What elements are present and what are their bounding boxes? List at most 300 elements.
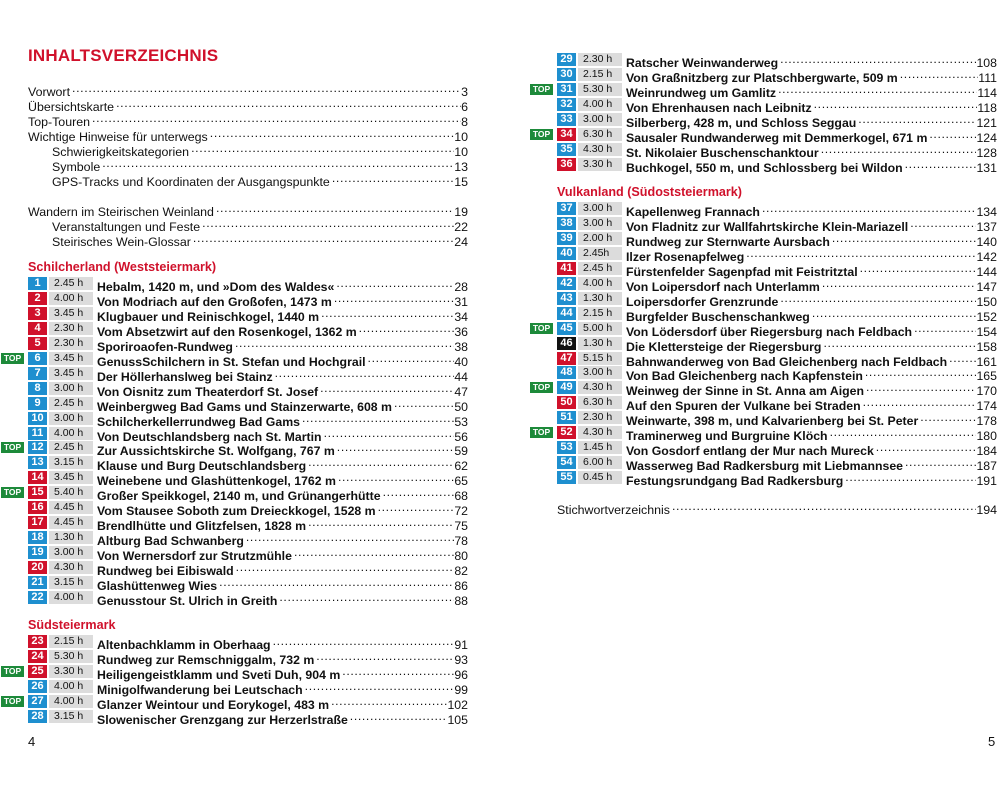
toc-row (28, 111, 468, 129)
toc-entry[interactable] (626, 470, 997, 489)
entry-title: Top-Touren (28, 114, 90, 129)
toc-entry[interactable] (626, 410, 997, 429)
entry-page: 174 (976, 399, 997, 414)
entry-page: 91 (454, 638, 468, 652)
toc-entry[interactable] (52, 141, 468, 159)
duration-label: 2.30 h (49, 337, 93, 350)
entry-page: 194 (976, 503, 997, 517)
entry-page: 118 (977, 100, 997, 115)
tour-number-badge: 30 (557, 68, 576, 81)
duration-label: 4.00 h (49, 292, 93, 305)
top-badge: TOP (530, 382, 553, 393)
toc-entry[interactable] (97, 575, 468, 593)
tour-row (557, 336, 997, 354)
duration-label: 3.00 h (578, 202, 622, 215)
entry-title: Heiligengeistklamm und Sveti Duh, 904 m (97, 667, 341, 682)
toc-entry[interactable] (97, 679, 468, 697)
duration-label: 1.30 h (578, 337, 622, 350)
toc-entry[interactable] (626, 82, 997, 100)
entry-page: 56 (454, 429, 468, 444)
tour-row (557, 306, 997, 324)
tour-row (557, 52, 997, 70)
tour-number-badge: 11 (28, 427, 47, 440)
toc-row (28, 96, 468, 114)
entry-page: 53 (454, 414, 468, 429)
tour-number-badge: 5 (28, 337, 47, 350)
tour-row (3, 351, 468, 369)
duration-label: 2.30 h (578, 411, 622, 424)
toc-row (28, 201, 468, 219)
entry-title: Genusstour St. Ulrich in Greith (97, 593, 278, 608)
tour-row (557, 157, 997, 175)
tour-row (532, 425, 997, 444)
duration-label: 3.00 h (49, 412, 93, 425)
dot-leader (858, 261, 977, 276)
entry-page: 140 (976, 234, 997, 249)
tour-row (3, 440, 468, 459)
tour-row (28, 530, 468, 549)
entry-page: 99 (454, 682, 468, 697)
toc-entry[interactable] (52, 216, 468, 234)
entry-title: GPS-Tracks und Koordinaten der Ausgangspunkte (52, 174, 330, 189)
entry-title: Slowenischer Grenzgang zur Herzerlstraße (97, 712, 348, 727)
tour-row (3, 664, 468, 682)
toc-entry[interactable] (626, 246, 997, 264)
toc-entry[interactable] (97, 321, 468, 339)
tour-row (557, 246, 997, 264)
toc-entry[interactable] (97, 515, 468, 534)
entry-page: 19 (454, 205, 468, 219)
entry-title: Der Höllerhanslweg bei Stainz (97, 369, 273, 384)
tour-number-badge: 31 (557, 83, 576, 96)
entry-page: 62 (454, 459, 468, 474)
toc-entry[interactable] (97, 545, 468, 564)
entry-title: Vorwort (28, 85, 71, 99)
tour-row (28, 276, 468, 294)
dot-leader (819, 142, 977, 157)
duration-label: 2.15 h (49, 635, 93, 648)
toc-entry[interactable] (97, 396, 468, 414)
dot-leader (303, 679, 455, 694)
duration-label: 1.30 h (49, 531, 93, 544)
tour-number-badge: 40 (557, 247, 576, 260)
entry-page: 184 (976, 444, 997, 459)
entry-title: Rundweg zur Remschniggalm, 732 m (97, 652, 315, 667)
dot-leader (332, 291, 455, 306)
entry-title: Ratscher Weinwanderweg (626, 56, 779, 70)
duration-label: 2.00 h (578, 232, 622, 245)
dot-leader (812, 97, 978, 112)
entry-page: 96 (454, 667, 468, 682)
toc-entry[interactable] (97, 351, 468, 369)
toc-entry[interactable] (97, 649, 468, 667)
dot-leader (306, 515, 454, 530)
tour-row (557, 142, 997, 160)
tour-row (557, 440, 997, 459)
entry-page: 47 (454, 384, 468, 399)
tour-number-badge: 46 (557, 337, 576, 350)
toc-entry[interactable] (97, 694, 468, 712)
entry-page: 147 (976, 279, 997, 294)
toc-entry[interactable] (97, 366, 468, 384)
toc-entry[interactable] (97, 664, 468, 682)
entry-page: 102 (447, 697, 468, 712)
tour-number-badge: 20 (28, 561, 47, 574)
entry-title: Übersichtskarte (28, 99, 115, 114)
dot-leader (947, 351, 976, 366)
dot-leader (778, 52, 976, 67)
entry-title: Stichwortverzeichnis (557, 503, 670, 517)
page-number-left: 4 (28, 734, 36, 749)
dot-leader (214, 201, 454, 216)
duration-label: 2.45 h (49, 441, 93, 454)
tour-row (557, 231, 997, 249)
entry-title: Schilcherkellerrundweg Bad Gams (97, 414, 300, 429)
toc-entry[interactable] (97, 590, 468, 608)
dot-leader (217, 575, 454, 590)
toc-entry[interactable] (52, 171, 468, 189)
tour-row (28, 515, 468, 534)
dot-leader (898, 67, 979, 82)
toc-entry[interactable] (97, 336, 468, 354)
tour-number-badge: 16 (28, 501, 47, 514)
toc-row (28, 171, 468, 189)
left-page (3, 0, 468, 800)
toc-entry[interactable] (52, 156, 468, 174)
tour-number-badge: 26 (28, 680, 47, 693)
toc-entry[interactable] (626, 321, 997, 339)
tour-row (532, 127, 997, 145)
entry-title: Weinbergweg Bad Gams und Stainzerwarte, 608 m (97, 399, 392, 414)
toc-entry[interactable] (626, 261, 997, 279)
tour-number-badge: 3 (28, 307, 47, 320)
entry-page: 75 (454, 519, 468, 534)
entry-title: Von Fladnitz zur Wallfahrtskirche Klein-Mariazell (626, 219, 909, 234)
entry-page: 180 (976, 429, 997, 444)
dot-leader (874, 440, 977, 455)
duration-label: 4.30 h (578, 426, 622, 439)
entry-page: 65 (454, 474, 468, 489)
toc-entry[interactable] (97, 709, 468, 727)
tour-number-badge: 2 (28, 292, 47, 305)
toc-entry[interactable] (626, 231, 997, 249)
dot-leader (830, 231, 977, 246)
duration-label: 3.00 h (49, 382, 93, 395)
toc-entry[interactable] (626, 380, 997, 399)
toc-entry[interactable] (626, 127, 997, 145)
tour-row (28, 336, 468, 354)
top-badge: TOP (1, 442, 24, 453)
toc-heading: INHALTSVERZEICHNIS (28, 46, 219, 65)
dot-leader (912, 321, 976, 336)
dot-leader (306, 455, 454, 470)
tour-number-badge: 49 (557, 381, 576, 394)
toc-entry[interactable] (626, 142, 997, 160)
tour-number-badge: 41 (557, 262, 576, 275)
entry-page: 8 (461, 114, 468, 129)
tour-row (532, 380, 997, 399)
entry-page: 10 (454, 129, 468, 144)
top-badge: TOP (1, 353, 24, 364)
entry-page: 13 (454, 159, 468, 174)
toc-entry[interactable] (626, 351, 997, 369)
toc-row (28, 126, 468, 144)
entry-title: Von Bad Gleichenberg nach Kapfenstein (626, 369, 863, 384)
dot-leader (927, 127, 976, 142)
tour-number-badge: 32 (557, 98, 576, 111)
dot-leader (330, 171, 454, 186)
toc-entry[interactable] (28, 81, 468, 99)
entry-title: Vom Absetzwirt auf den Rosenkogel, 1362 m (97, 324, 357, 339)
duration-label: 3.15 h (49, 576, 93, 589)
toc-entry[interactable] (626, 216, 997, 234)
dot-leader (277, 590, 454, 605)
tour-number-badge: 18 (28, 531, 47, 544)
entry-page: 152 (976, 309, 997, 324)
duration-label: 2.45h (578, 247, 622, 260)
duration-label: 3.15 h (49, 456, 93, 469)
entry-page: 93 (454, 652, 468, 667)
entry-title: Buchkogel, 550 m, und Schlossberg bei Wildon (626, 160, 903, 175)
entry-page: 131 (976, 160, 997, 175)
entry-title: Veranstaltungen und Feste (52, 219, 201, 234)
toc-entry[interactable] (28, 126, 468, 144)
toc-row (28, 156, 468, 174)
tour-row (557, 261, 997, 279)
toc-entry[interactable] (97, 440, 468, 459)
tour-number-badge: 47 (557, 352, 576, 365)
tour-number-badge: 29 (557, 53, 576, 66)
tour-row (28, 455, 468, 474)
entry-page: 6 (461, 99, 468, 114)
duration-label: 4.00 h (578, 98, 622, 111)
entry-page: 50 (454, 399, 468, 414)
dot-leader (776, 82, 977, 97)
tour-number-badge: 19 (28, 546, 47, 559)
tour-number-badge: 45 (557, 322, 576, 335)
tour-row (557, 112, 997, 130)
toc-entry[interactable] (97, 426, 468, 444)
toc-entry[interactable] (626, 52, 997, 70)
tour-number-badge: 44 (557, 307, 576, 320)
tour-number-badge: 17 (28, 516, 47, 529)
entry-page: 121 (976, 115, 997, 130)
toc-entry[interactable] (52, 231, 468, 249)
entry-title: Weinebene und Glashüttenkogel, 1762 m (97, 474, 336, 489)
toc-entry[interactable] (97, 306, 468, 324)
tour-row (28, 709, 468, 727)
tour-row (28, 470, 468, 489)
entry-title: Brendlhütte und Glitzfelsen, 1828 m (97, 519, 307, 534)
tour-row (28, 545, 468, 564)
tour-row (557, 395, 997, 414)
toc-entry[interactable] (97, 530, 468, 549)
section-title: Schilcherland (Weststeiermark) (28, 260, 217, 274)
toc-entry[interactable] (97, 291, 468, 309)
dot-leader (744, 246, 976, 261)
entry-title: Minigolfwanderung bei Leutschach (97, 682, 303, 697)
duration-label: 1.45 h (578, 441, 622, 454)
tour-row (28, 291, 468, 309)
duration-label: 6.00 h (578, 456, 622, 469)
duration-label: 3.45 h (49, 352, 93, 365)
tour-row (28, 590, 468, 608)
entry-title: Von Loipersdorf nach Unterlamm (626, 279, 820, 294)
entry-title: Von Wernersdorf zur Strutzmühle (97, 549, 292, 564)
tour-number-badge: 8 (28, 382, 47, 395)
toc-entry[interactable] (97, 276, 468, 294)
entry-page: 154 (976, 324, 997, 339)
entry-title: Kapellenweg Frannach (626, 205, 760, 219)
toc-entry[interactable] (97, 634, 468, 652)
duration-label: 2.15 h (578, 68, 622, 81)
entry-title: Weinwarte, 398 m, und Kalvarienberg bei St. Peter (626, 414, 919, 429)
toc-entry[interactable] (97, 485, 468, 504)
toc-entry[interactable] (28, 96, 468, 114)
toc-entry[interactable] (626, 336, 997, 354)
entry-page: 44 (454, 369, 468, 384)
entry-title: Von Oisnitz zum Theaterdorf St. Josef (97, 384, 319, 399)
toc-entry[interactable] (626, 425, 997, 444)
toc-entry[interactable] (97, 560, 468, 579)
toc-entry[interactable] (626, 201, 997, 219)
entry-page: 191 (976, 474, 997, 489)
tour-number-badge: 55 (557, 471, 576, 484)
entry-page: 28 (454, 280, 468, 294)
toc-entry[interactable] (97, 470, 468, 489)
toc-entry[interactable] (626, 67, 997, 85)
duration-label: 3.00 h (578, 113, 622, 126)
entry-title: Bahnwanderweg von Bad Gleichenberg nach Feldbach (626, 354, 948, 369)
entry-title: Sporiroaofen-Rundweg (97, 339, 233, 354)
tour-row (28, 634, 468, 652)
dot-leader (271, 634, 455, 649)
entry-page: 137 (976, 219, 997, 234)
entry-page: 88 (454, 593, 468, 608)
dot-leader (90, 111, 461, 126)
entry-title: Silberberg, 428 m, und Schloss Seggau (626, 115, 857, 130)
dot-leader (778, 291, 976, 306)
tour-row (557, 410, 997, 429)
entry-title: Rundweg zur Sternwarte Aursbach (626, 234, 830, 249)
toc-entry[interactable] (626, 112, 997, 130)
entry-title: Klugbauer und Reinischkogel, 1440 m (97, 309, 320, 324)
entry-title: Auf den Spuren der Vulkane bei Straden (626, 399, 861, 414)
dot-leader (903, 455, 976, 470)
tour-number-badge: 4 (28, 322, 47, 335)
entry-title: Glanzer Weintour und Eorykogel, 483 m (97, 697, 330, 712)
dot-leader (864, 380, 976, 395)
duration-label: 6.30 h (578, 128, 622, 141)
toc-entry[interactable] (97, 381, 468, 399)
toc-entry[interactable] (626, 440, 997, 459)
tour-number-badge: 50 (557, 396, 576, 409)
entry-title: Zur Aussichtskirche St. Wolfgang, 767 m (97, 444, 335, 459)
duration-label: 2.15 h (578, 307, 622, 320)
duration-label: 4.45 h (49, 501, 93, 514)
dot-leader (760, 201, 977, 216)
toc-entry[interactable] (28, 111, 468, 129)
tour-number-badge: 23 (28, 635, 47, 648)
duration-label: 2.45 h (578, 262, 622, 275)
tour-row (28, 575, 468, 593)
duration-label: 3.30 h (578, 158, 622, 171)
tour-row (557, 67, 997, 85)
entry-title: St. Nikolaier Buschenschanktour (626, 145, 819, 160)
tour-number-badge: 38 (557, 217, 576, 230)
toc-entry[interactable] (557, 499, 997, 517)
entry-page: 78 (454, 534, 468, 549)
tour-row (28, 396, 468, 414)
entry-page: 82 (454, 564, 468, 579)
tour-row (557, 470, 997, 489)
toc-entry[interactable] (626, 306, 997, 324)
toc-entry[interactable] (626, 395, 997, 414)
toc-entry[interactable] (626, 365, 997, 384)
toc-row (28, 216, 468, 234)
toc-entry[interactable] (626, 157, 997, 175)
toc-entry[interactable] (97, 411, 468, 429)
toc-entry[interactable] (626, 291, 997, 309)
entry-page: 24 (454, 234, 468, 249)
entry-title: Weinweg der Sinne in St. Anna am Aigen (626, 384, 864, 399)
tour-number-badge: 7 (28, 367, 47, 380)
entry-page: 178 (976, 414, 997, 429)
tour-number-badge: 39 (557, 232, 576, 245)
entry-title: Hebalm, 1420 m, und »Dom des Waldes« (97, 280, 335, 294)
toc-entry[interactable] (97, 500, 468, 519)
entry-page: 114 (977, 85, 997, 100)
tour-number-badge: 9 (28, 397, 47, 410)
entry-page: 80 (454, 549, 468, 564)
dot-leader (273, 366, 455, 381)
entry-title: Weinrundweg um Gamlitz (626, 85, 777, 100)
entry-page: 34 (454, 309, 468, 324)
dot-leader (314, 649, 454, 664)
dot-leader (318, 381, 454, 396)
entry-title: Die Klettersteige der Riegersburg (626, 339, 822, 354)
entry-page: 105 (447, 712, 468, 727)
dot-leader (918, 410, 976, 425)
dot-leader (191, 231, 454, 246)
entry-page: 40 (454, 354, 468, 369)
duration-label: 4.00 h (49, 680, 93, 693)
entry-page: 187 (976, 459, 997, 474)
dot-leader (348, 709, 448, 724)
tour-number-badge: 14 (28, 471, 47, 484)
entry-page: 59 (454, 444, 468, 459)
tour-number-badge: 10 (28, 412, 47, 425)
entry-page: 144 (976, 264, 997, 279)
toc-entry[interactable] (28, 201, 468, 219)
top-badge: TOP (1, 696, 24, 707)
entry-page: 68 (454, 489, 468, 504)
dot-leader (208, 126, 454, 141)
dot-leader (843, 470, 976, 485)
dot-leader (856, 112, 976, 127)
duration-label: 4.30 h (578, 381, 622, 394)
toc-entry[interactable] (626, 97, 997, 115)
toc-entry[interactable] (626, 276, 997, 294)
tour-row (557, 216, 997, 234)
entry-title: Festungsrundgang Bad Radkersburg (626, 474, 844, 489)
entry-title: Wandern im Steirischen Weinland (28, 205, 214, 219)
toc-entry[interactable] (626, 455, 997, 474)
tour-row (28, 426, 468, 444)
toc-entry[interactable] (97, 455, 468, 474)
dot-leader (820, 276, 977, 291)
dot-leader (200, 216, 454, 231)
